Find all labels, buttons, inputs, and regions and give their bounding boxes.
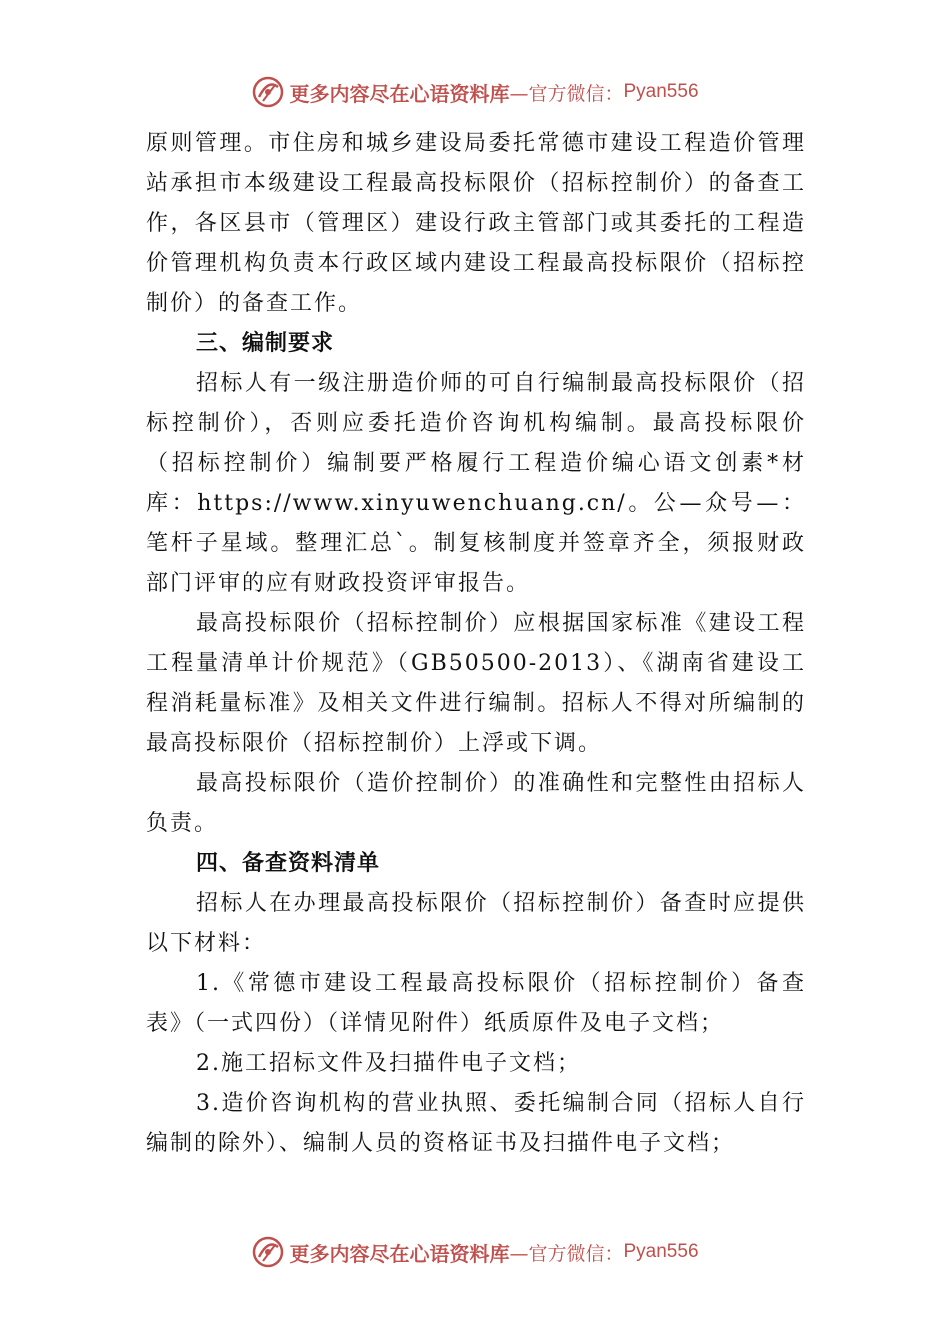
paragraph-2: 招标人有一级注册造价师的可自行编制最高投标限价（招标控制价），否则应委托造价咨询机构编制。最高投标限价（招标控制价）编制要严格履行工程造价编心语文创素*材库：https://www.xinyuwenchuang.cn/。公—众号—：笔杆子星域。整理汇总`。制复核制度并签章齐全，须报财政部门评审的应有财政投资评审报告。 (146, 371, 806, 596)
brand-logo-icon (251, 75, 285, 109)
header-banner (0, 72, 950, 112)
footer-banner-sub: —官方微信： (509, 1242, 624, 1265)
footer-banner-id: Pyan556 (623, 1241, 699, 1262)
paragraph-4: 最高投标限价（造价控制价）的准确性和完整性由招标人负责。 (146, 771, 806, 836)
list-item-1: 1.《常德市建设工程最高投标限价（招标控制价）备查表》（一式四份）（详情见附件）纸质原件及电子文档； (146, 971, 806, 1036)
paragraph-5: 招标人在办理最高投标限价（招标控制价）备查时应提供以下材料： (146, 891, 806, 956)
section-heading-4: 四、备查资料清单 (196, 851, 381, 876)
header-banner-sub: —官方微信： (509, 82, 624, 105)
footer-banner (0, 1232, 950, 1272)
brand-logo-icon (251, 1235, 285, 1269)
header-banner-id: Pyan556 (623, 81, 699, 102)
header-banner-main: 更多内容尽在心语资料库 (289, 81, 510, 106)
section-heading-3: 三、编制要求 (196, 331, 335, 356)
list-item-3: 3.造价咨询机构的营业执照、委托编制合同（招标人自行编制的除外）、编制人员的资格证书及扫描件电子文档； (146, 1091, 806, 1156)
document-body (146, 124, 806, 1164)
footer-banner-main: 更多内容尽在心语资料库 (289, 1241, 510, 1266)
list-item-2: 2.施工招标文件及扫描件电子文档； (196, 1051, 581, 1076)
paragraph-1: 原则管理。市住房和城乡建设局委托常德市建设工程造价管理站承担市本级建设工程最高投标限价（招标控制价）的备查工作，各区县市（管理区）建设行政主管部门或其委托的工程造价管理机构负责本行政区域内建设工程最高投标限价（招标控制价）的备查工作。 (146, 131, 806, 316)
paragraph-3: 最高投标限价（招标控制价）应根据国家标准《建设工程工程量清单计价规范》（GB50500-2013）、《湖南省建设工程消耗量标准》及相关文件进行编制。招标人不得对所编制的最高投标限价（招标控制价）上浮或下调。 (146, 611, 806, 756)
